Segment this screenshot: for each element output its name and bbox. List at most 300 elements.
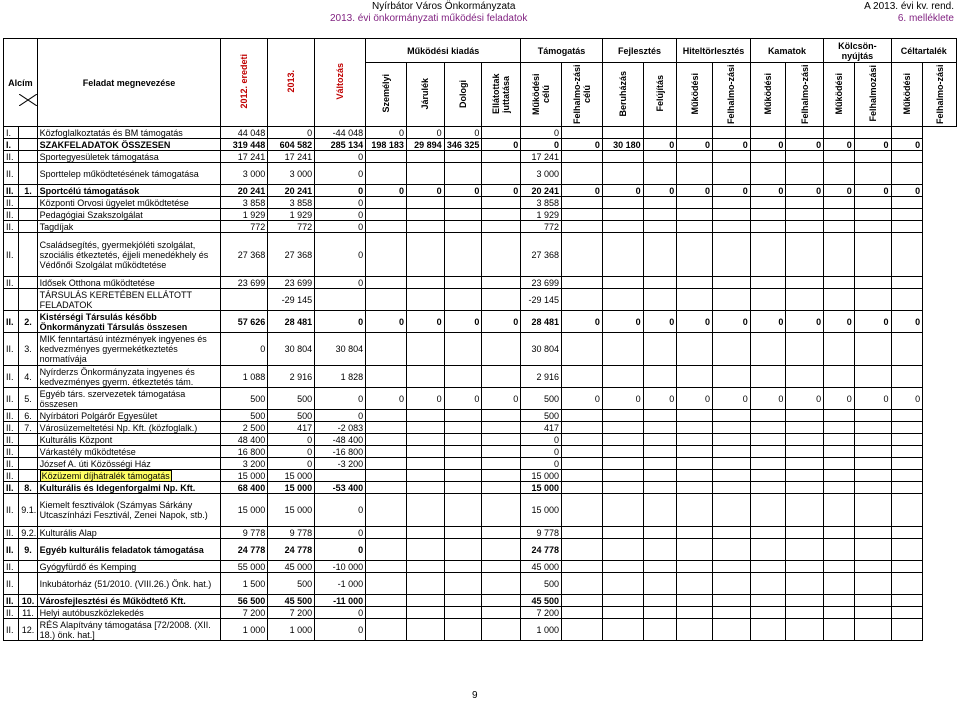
cell-value: 0 [406, 311, 444, 333]
cell-value [482, 127, 521, 139]
cell-value: 500 [268, 410, 315, 422]
cell-value [602, 561, 643, 573]
cell-value: -10 000 [315, 561, 366, 573]
cell-value [366, 482, 407, 494]
cell-value [677, 595, 713, 607]
cell-value: 45 000 [268, 561, 315, 573]
cell-task-name [37, 458, 221, 470]
cell-value [482, 422, 521, 434]
cell-value [643, 482, 677, 494]
cell-value [643, 289, 677, 311]
table-body [4, 127, 957, 641]
cell-value [854, 127, 891, 139]
table-row [4, 277, 957, 289]
cell-value: 0 [562, 139, 603, 151]
cell-value [712, 446, 750, 458]
cell-value [750, 470, 786, 482]
cell-alcim-number: 7. [19, 422, 37, 434]
cell-alcim-number: 6. [19, 410, 37, 422]
cell-value [824, 573, 855, 595]
cell-value: 0 [482, 139, 521, 151]
cell-alcim-level: II. [4, 366, 19, 388]
cell-value: 7 200 [268, 607, 315, 619]
cell-value: 44 048 [221, 127, 268, 139]
cell-value [712, 619, 750, 641]
cell-value [562, 127, 603, 139]
col-cel-mukodesi-label: Működési [901, 72, 912, 115]
cell-value: 45 000 [521, 561, 562, 573]
cell-value [482, 289, 521, 311]
cell-value [562, 494, 603, 527]
cell-value: 3 000 [521, 163, 562, 185]
cell-value [750, 434, 786, 446]
cell-value: 28 481 [521, 311, 562, 333]
cell-value [366, 527, 407, 539]
cell-value [406, 366, 444, 388]
col-felhalm-celu [562, 63, 603, 127]
cell-value: 0 [268, 446, 315, 458]
cell-value: 0 [891, 311, 923, 333]
cell-value [444, 607, 482, 619]
cell-value [712, 410, 750, 422]
cell-alcim-number [19, 434, 37, 446]
cell-value [562, 446, 603, 458]
cell-value: 15 000 [268, 470, 315, 482]
col-2012-label: 2012. eredeti [239, 54, 250, 109]
cell-value [677, 561, 713, 573]
cell-value: 285 134 [315, 139, 366, 151]
cell-value [786, 470, 824, 482]
cell-value [444, 366, 482, 388]
cell-value [562, 482, 603, 494]
cell-value [643, 163, 677, 185]
cell-value [891, 539, 923, 561]
cell-value [891, 197, 923, 209]
cell-alcim-number [19, 163, 37, 185]
cell-value: -3 200 [315, 458, 366, 470]
cell-value: 7 200 [521, 607, 562, 619]
col-jarulek [406, 63, 444, 127]
cell-task-name [37, 434, 221, 446]
cell-task-name [37, 163, 221, 185]
cell-value [712, 151, 750, 163]
cell-value: -44 048 [315, 127, 366, 139]
cell-value [602, 289, 643, 311]
task-name-text: Nyírderzs Önkormányzata ingyenes és kedvezményes gyerm. étkeztetés tám. [39, 366, 195, 387]
task-name-text: Városfejlesztési és Működtető Kft. [39, 595, 186, 606]
cell-value: 500 [221, 410, 268, 422]
cell-value: 0 [521, 458, 562, 470]
cell-value [891, 494, 923, 527]
cell-value [712, 333, 750, 366]
table-row [4, 163, 957, 185]
cell-task-name [37, 388, 221, 410]
cell-value: 0 [562, 311, 603, 333]
cell-value [444, 209, 482, 221]
cell-alcim-number [19, 209, 37, 221]
table-row [4, 185, 957, 197]
cell-value: 0 [315, 388, 366, 410]
cell-task-name [37, 561, 221, 573]
cell-value [444, 619, 482, 641]
cell-value [824, 607, 855, 619]
cell-value [786, 422, 824, 434]
cell-value [406, 539, 444, 561]
cell-value: 1 000 [268, 619, 315, 641]
cell-value [677, 410, 713, 422]
cell-alcim-level: II. [4, 434, 19, 446]
grp-kolcsonnyujtas: Kölcsön-nyújtás [824, 39, 891, 63]
cell-alcim-number: 9.1. [19, 494, 37, 527]
cell-value [824, 482, 855, 494]
cell-value [824, 595, 855, 607]
cell-value: 48 400 [221, 434, 268, 446]
cell-value: 0 [444, 311, 482, 333]
cell-task-name [37, 151, 221, 163]
cell-value [444, 422, 482, 434]
cell-value: 30 180 [602, 139, 643, 151]
cell-value [602, 221, 643, 233]
cell-value [406, 333, 444, 366]
cell-value: 0 [221, 333, 268, 366]
cell-value [854, 607, 891, 619]
table-row [4, 446, 957, 458]
cell-value [562, 539, 603, 561]
cell-value: 0 [750, 185, 786, 197]
cell-value: 0 [366, 388, 407, 410]
cell-value [406, 446, 444, 458]
table-row [4, 366, 957, 388]
cell-value [444, 151, 482, 163]
table-row [4, 607, 957, 619]
cell-value [366, 221, 407, 233]
cell-alcim-level [4, 289, 19, 311]
cell-value: 417 [521, 422, 562, 434]
cell-value [712, 127, 750, 139]
cell-value: 0 [643, 388, 677, 410]
cell-value [406, 458, 444, 470]
cell-value: 0 [602, 311, 643, 333]
col-2013 [268, 39, 315, 127]
cell-value [444, 163, 482, 185]
cell-value [643, 151, 677, 163]
cell-value [750, 366, 786, 388]
cell-value [677, 163, 713, 185]
cell-value [482, 482, 521, 494]
cell-value [824, 163, 855, 185]
cell-value [366, 494, 407, 527]
cell-value [712, 163, 750, 185]
cell-task-name [37, 366, 221, 388]
cell-value [602, 527, 643, 539]
cell-value [643, 607, 677, 619]
cell-value [750, 410, 786, 422]
cell-value [406, 233, 444, 277]
annex-label: 6. melléklete [897, 13, 954, 24]
cell-value [482, 233, 521, 277]
grp-tamogatas: Támogatás [521, 39, 603, 63]
col-hitel-mukodesi [677, 63, 713, 127]
cell-task-name [37, 527, 221, 539]
cell-value [315, 470, 366, 482]
cell-value [406, 163, 444, 185]
cell-value [482, 434, 521, 446]
cell-value: 0 [786, 185, 824, 197]
cell-value [643, 209, 677, 221]
cell-value: 24 778 [521, 539, 562, 561]
cell-value: 0 [712, 185, 750, 197]
cell-value: 0 [315, 221, 366, 233]
table-row [4, 233, 957, 277]
cell-value: 3 000 [221, 163, 268, 185]
cell-value [366, 458, 407, 470]
cell-alcim-level: II. [4, 607, 19, 619]
cell-value [750, 573, 786, 595]
table-row [4, 197, 957, 209]
cell-value [643, 333, 677, 366]
cell-value [482, 151, 521, 163]
cell-value [824, 422, 855, 434]
cell-value [643, 197, 677, 209]
cell-value [677, 573, 713, 595]
cell-value: 45 500 [268, 595, 315, 607]
cell-value: 0 [315, 607, 366, 619]
cell-alcim-number: 2. [19, 311, 37, 333]
col-szemelyi [366, 63, 407, 127]
col-beruhazas-label: Beruházás [617, 70, 628, 117]
grp-mukodesi-kiadas: Működési kiadás [366, 39, 521, 63]
cell-value: -53 400 [315, 482, 366, 494]
cell-value: 0 [786, 139, 824, 151]
col-felujitas [643, 63, 677, 127]
cell-value [786, 366, 824, 388]
table-row [4, 595, 957, 607]
col-mukodesi-celu-label: Működési célú [531, 72, 552, 115]
cell-value [602, 494, 643, 527]
cell-alcim-number: 3. [19, 333, 37, 366]
cell-value [891, 209, 923, 221]
cell-value: 319 448 [221, 139, 268, 151]
cell-value [677, 446, 713, 458]
cell-alcim-number: 10. [19, 595, 37, 607]
cell-value: 23 699 [521, 277, 562, 289]
cell-value [712, 494, 750, 527]
cell-value [562, 163, 603, 185]
cell-alcim-number [19, 446, 37, 458]
cell-value [854, 197, 891, 209]
cell-value [677, 151, 713, 163]
cell-value [712, 527, 750, 539]
cell-value [824, 333, 855, 366]
cell-value [444, 494, 482, 527]
cell-value: 0 [891, 185, 923, 197]
cell-alcim-level: II. [4, 209, 19, 221]
cell-alcim-level: II. [4, 482, 19, 494]
cell-alcim-level: II. [4, 561, 19, 573]
task-name-text: Várkastély működtetése [39, 446, 136, 457]
task-name-text: Pedagógiai Szakszolgálat [39, 209, 143, 220]
cell-value [482, 607, 521, 619]
cell-value: 0 [315, 311, 366, 333]
cell-value [677, 197, 713, 209]
cell-value [366, 619, 407, 641]
cell-value [562, 197, 603, 209]
cell-value [366, 470, 407, 482]
cell-value: 15 000 [268, 494, 315, 527]
cell-value: 0 [268, 127, 315, 139]
cell-value: 0 [854, 139, 891, 151]
cell-value [444, 333, 482, 366]
cell-value [366, 446, 407, 458]
cell-value: 0 [712, 139, 750, 151]
cell-value [786, 410, 824, 422]
cell-value [406, 209, 444, 221]
budget-table [3, 38, 957, 641]
cell-value [602, 470, 643, 482]
subtitle: 2013. évi önkormányzati működési feladatok [330, 13, 528, 24]
cell-alcim-number: 12. [19, 619, 37, 641]
cell-value [824, 494, 855, 527]
cell-value: 27 368 [521, 233, 562, 277]
cell-value: 2 916 [268, 366, 315, 388]
cell-value [677, 539, 713, 561]
cell-value [712, 595, 750, 607]
table-row [4, 209, 957, 221]
task-name-text: Egyéb kulturális feladatok támogatása [39, 544, 204, 555]
cell-value [824, 470, 855, 482]
cell-alcim-level: II. [4, 233, 19, 277]
cell-alcim-number [19, 458, 37, 470]
cell-value: 772 [268, 221, 315, 233]
cell-value [366, 434, 407, 446]
cell-value [482, 527, 521, 539]
cell-alcim-number: 9.2. [19, 527, 37, 539]
cell-value: 0 [406, 388, 444, 410]
cell-value [854, 482, 891, 494]
cell-alcim-number [19, 561, 37, 573]
cell-value [602, 197, 643, 209]
cell-value: 24 778 [221, 539, 268, 561]
table-row [4, 139, 957, 151]
cell-value [406, 527, 444, 539]
cell-value [891, 277, 923, 289]
col-ellatottak [482, 63, 521, 127]
table-row [4, 127, 957, 139]
grp-celtartalek: Céltartalék [891, 39, 957, 63]
cell-value [786, 151, 824, 163]
cell-value: -29 145 [521, 289, 562, 311]
cell-value [406, 289, 444, 311]
col-kolcson-felhalm [854, 63, 891, 127]
cell-value [712, 233, 750, 277]
table-row [4, 151, 957, 163]
cell-value [712, 221, 750, 233]
cell-value [643, 221, 677, 233]
cell-value: 0 [444, 388, 482, 410]
cell-value: 0 [444, 185, 482, 197]
cell-alcim-level: II. [4, 221, 19, 233]
task-name-text: Helyi autóbuszközlekedés [39, 607, 144, 618]
cell-value [786, 607, 824, 619]
col-kamat-felhalm-label: Felhalmo-zási [799, 63, 810, 124]
cell-value [602, 619, 643, 641]
cell-value: 0 [750, 388, 786, 410]
cell-value [891, 434, 923, 446]
cell-value [750, 561, 786, 573]
cell-value [602, 333, 643, 366]
cell-alcim-level: II. [4, 333, 19, 366]
cell-value: 20 241 [268, 185, 315, 197]
col-felujitas-label: Felújítás [654, 75, 665, 112]
cell-value [750, 494, 786, 527]
cell-value [786, 619, 824, 641]
cell-value: 0 [854, 311, 891, 333]
cell-value [712, 277, 750, 289]
cell-value [482, 573, 521, 595]
cell-value: 0 [786, 311, 824, 333]
cell-value [891, 333, 923, 366]
cell-value: 0 [315, 410, 366, 422]
cell-task-name [37, 311, 221, 333]
cell-value [854, 561, 891, 573]
cell-value [444, 561, 482, 573]
cell-value [482, 458, 521, 470]
cell-alcim-level: II. [4, 494, 19, 527]
cell-value [891, 470, 923, 482]
cell-task-name [37, 494, 221, 527]
cell-value [750, 422, 786, 434]
task-name-text: József A. úti Közösségi Ház [39, 458, 151, 469]
task-name-text: Kiemelt fesztiválok (Számyas Sárkány Utcaszínházi Fesztivál, Zenei Napok, stb.) [39, 500, 208, 520]
cell-value [824, 561, 855, 573]
cell-value: 604 582 [268, 139, 315, 151]
cell-value: 30 804 [521, 333, 562, 366]
cell-task-name [37, 482, 221, 494]
cell-value [562, 573, 603, 595]
cell-value [482, 595, 521, 607]
cell-value: 346 325 [444, 139, 482, 151]
cell-value: 68 400 [221, 482, 268, 494]
table-row [4, 494, 957, 527]
cell-value [444, 527, 482, 539]
cell-value [712, 434, 750, 446]
col-2013-label: 2013. [286, 70, 297, 93]
table-row [4, 561, 957, 573]
cell-value [677, 482, 713, 494]
cell-value [406, 494, 444, 527]
cell-alcim-level: II. [4, 539, 19, 561]
cell-task-name [37, 127, 221, 139]
task-name-text: Kulturális és Idegenforgalmi Np. Kft. [39, 482, 196, 493]
task-name-text: TÁRSULÁS KERETÉBEN ELLÁTOTT FELADATOK [39, 289, 192, 310]
cell-value [643, 619, 677, 641]
cell-value [444, 458, 482, 470]
cell-value [444, 233, 482, 277]
task-name-text: Idősek Otthona működtetése [39, 277, 155, 288]
cell-value [643, 539, 677, 561]
cell-alcim-number: 1. [19, 185, 37, 197]
cell-value [366, 233, 407, 277]
cell-value [482, 221, 521, 233]
cell-value [824, 458, 855, 470]
cell-value [854, 539, 891, 561]
cell-value [712, 470, 750, 482]
cell-value: 15 000 [221, 470, 268, 482]
cell-value [366, 151, 407, 163]
cell-value [643, 470, 677, 482]
cell-value [854, 422, 891, 434]
cell-value: 0 [891, 139, 923, 151]
